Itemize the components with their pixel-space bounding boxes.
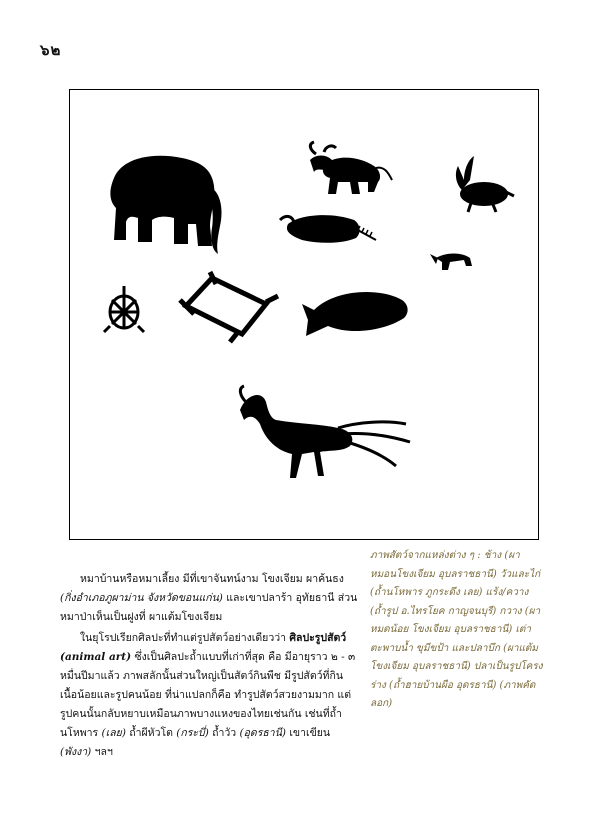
p2-place-g: (กระบี่) xyxy=(176,727,209,739)
p1-place-italic: (กิ่งอำเภอภูผาม่าน จังหวัดขอนแก่น) xyxy=(60,592,223,604)
p2-term-english: (animal art) xyxy=(60,651,132,663)
paragraph-2 xyxy=(60,629,360,762)
turtle-figure xyxy=(104,286,144,332)
p2-place-e: (เลย) xyxy=(101,727,126,739)
wild-ox-figure xyxy=(310,142,392,194)
rock-art-illustration xyxy=(70,90,540,541)
p2-text-j: เขาเขียน xyxy=(289,727,331,739)
p2-text-l: ฯลฯ xyxy=(94,746,113,758)
p2-place-i: (อุดรธานี) xyxy=(239,727,286,739)
paragraph-1 xyxy=(60,570,360,627)
p2-text-d: ซึ่งเป็นศิลปะถ้ำแบบที่เก่าที่สุด คือ มีอายุราว ๒ - ๓ หมื่นปีมาแล้ว ภาพสลักนั้นส่วนใหญ่เป็นสัตว์กินพืช มีรูปสัตว์ที่กินเนื้อน้อยและรูปคนน้อย ที่น่าแปลกก็คือ ทำรูปสัตว์สวยงามมาก แต่รูปคนนั้นกลับหยาบเหมือนภาพบางแหงของไทยเช่นกัน เช่นที่ถ้ำนโหพาร xyxy=(60,651,356,739)
body-text xyxy=(60,570,360,764)
figure-caption: ภาพสัตว์จากแหล่งต่าง ๆ : ช้าง (ผาหมอนโขงเจียม อุบลราชธานี) วัวและไก่ (ถ้ำนโหพาร ภูกระดึง เลย) แร้ง/ควาง (ถ้ำรูป อ.ไทรโยค กาญจนบุรี) กวาง (ผาหมดน้อย โขงเจียม อุบลราชธานี) เต่าตะพาบน้ำ ขุมีขป้า และปลาบึก (ผาแต้ม โขงเจียม อุบลราชธานี) ปลาเป็นรูปโครงร่าง (ถ้ำฮายบ้านผือ อุดรธานี) (ภาพคัดลอก) xyxy=(370,550,543,709)
deer-figure xyxy=(456,156,514,212)
fish-trap-figure xyxy=(180,272,278,342)
p2-term-bold: ศิลปะรูปสัตว์ xyxy=(289,632,347,644)
p1-text-c: และเขาปลาร้า อุทัยธานี ส่วนหมาป่าเห็นเป็นฝูงที่ ผาแต้มโขงเจียม xyxy=(60,592,358,623)
rock-art-figure xyxy=(69,89,539,540)
fish-figure xyxy=(302,292,408,336)
page-number: ๖๒ xyxy=(40,41,62,59)
p1-text-a: หมาบ้านหรือหมาเลี้ยง มีที่เขาจันทน์งาม โขงเจียม ผาค้นธง xyxy=(80,573,344,585)
p2-place-k: (พังงา) xyxy=(60,746,92,758)
rat-figure xyxy=(280,215,376,243)
p2-text-h: ถ้ำวัว xyxy=(212,727,237,739)
elephant-figure xyxy=(110,156,221,254)
p2-text-a: ในยุโรปเรียกศิลปะที่ทำแต่รูปสัตว์อย่างเดียวว่า xyxy=(80,632,287,644)
dog-figure xyxy=(430,254,472,271)
bird-figure xyxy=(240,386,410,478)
p2-text-f: ถ้ำผีหัวโต xyxy=(129,727,173,739)
